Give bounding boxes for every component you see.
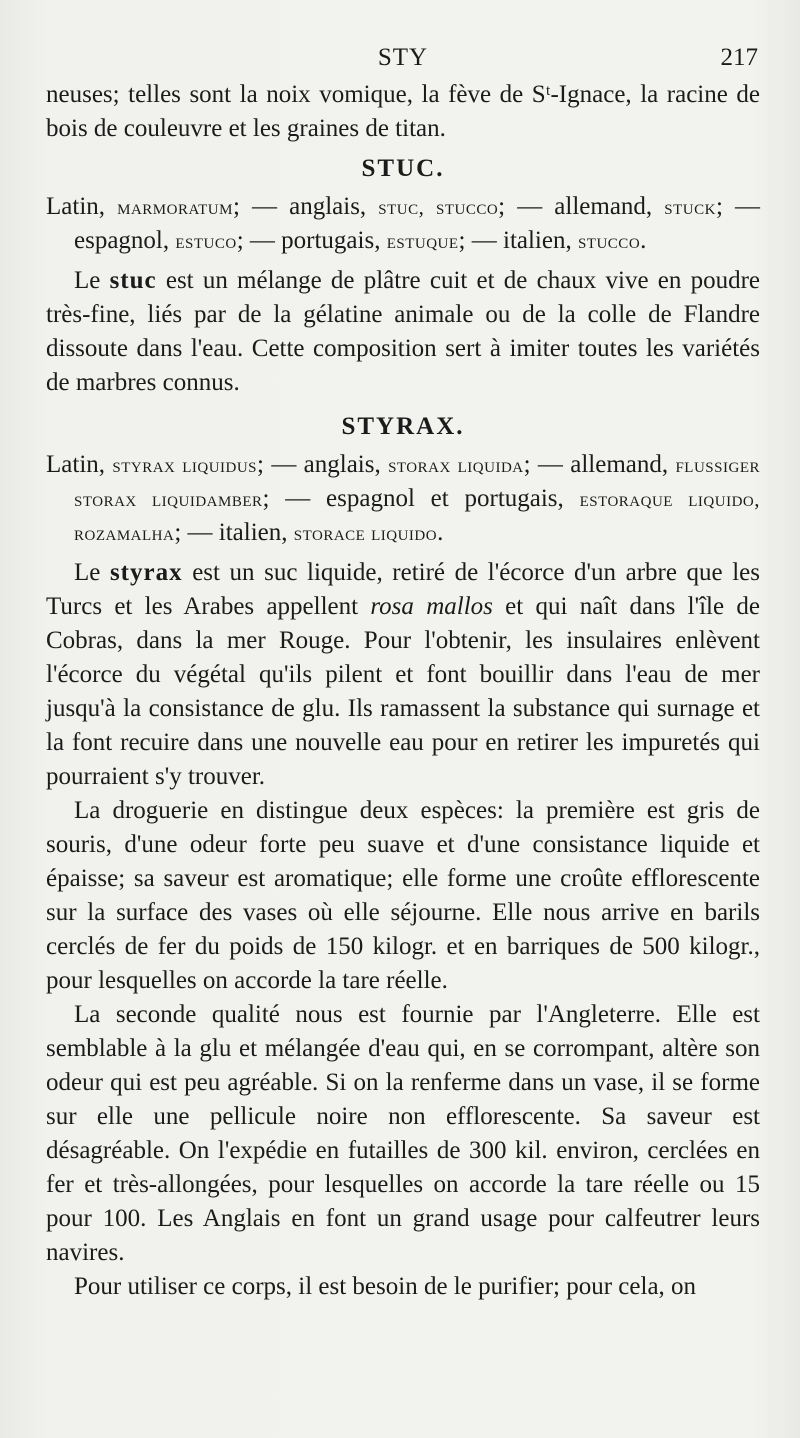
name-spanish: estuco: [175, 229, 237, 253]
names-sep: ; — italien,: [458, 227, 572, 254]
intro-paragraph: neuses; telles sont la noix vomique, la fève de Sᵗ-Ignace, la racine de bois de couleuvre et les graines de titan.: [46, 81, 760, 142]
name-latin: marmoratum: [117, 195, 233, 219]
text-run: est un mélange de plâtre cuit et de chaux vive en poudre très-fine, liés par de la gélatine animale ou de la colle de Flandre dissoute dans l'eau. Cette composition sert à imiter toutes les variétés de marbres connus.: [46, 267, 760, 396]
names-sep: ; — allemand,: [498, 193, 653, 220]
term-styrax: styrax: [109, 559, 183, 586]
name-german: stuck: [664, 195, 716, 219]
styrax-paragraph-1: [46, 556, 760, 794]
name-english: stuc, stucco: [378, 195, 499, 219]
names-sep: ; — allemand,: [523, 451, 669, 478]
entry-heading-stuc: STUC.: [361, 155, 445, 182]
entry-heading-styrax: STYRAX.: [341, 413, 465, 440]
name-portuguese: estuque: [386, 229, 459, 253]
names-sep: ; — portugais,: [236, 227, 381, 254]
names-label: Latin,: [46, 451, 106, 478]
running-title: STY: [377, 44, 429, 71]
stuc-paragraph: [46, 264, 760, 400]
name-italian: storace liquido: [293, 521, 438, 545]
name-german: flussiger storax liquidamber: [74, 453, 760, 511]
text-run: Le: [74, 559, 110, 586]
names-sep: ; — anglais,: [232, 193, 367, 220]
name-italian: stucco: [577, 229, 641, 253]
text-run: Le: [74, 267, 110, 294]
names-sep: ; — espagnol et portugais,: [262, 485, 564, 512]
styrax-names: [46, 448, 760, 550]
stuc-names: [46, 190, 760, 258]
names-sep: .: [640, 227, 647, 254]
text-run: et qui naît dans l'île de Cobras, dans la mer Rouge. Pour l'obtenir, les insulaires enlèvent l'écorce du végétal qu'ils pilent et font bouillir dans l'eau de mer jusqu'à la consistance de glu. Ils ramassent la substance qui surnage et la font recuire dans une nouvelle eau pour en retirer les impuretés qui pourraient s'y trouver.: [46, 593, 760, 790]
styrax-paragraph-2: La droguerie en distingue deux espèces: la première est gris de souris, d'une odeur forte peu suave et d'une consistance liquide et épaisse; sa saveur est aromatique; elle forme une croûte efflorescente sur la surface des vases où elle séjourne. Elle nous arrive en barils cerclés de fer du poids de 150 kilogr. et en barriques de 500 kilogr., pour lesquelles on accorde la tare réelle.: [46, 797, 760, 994]
styrax-paragraph-4: Pour utiliser ce corps, il est besoin de le purifier; pour cela, on: [74, 1273, 697, 1300]
styrax-paragraph-3: La seconde qualité nous est fournie par l'Angleterre. Elle est semblable à la glu et mélangée d'eau qui, en se corrompant, altère son odeur qui est peu agréable. Si on la renferme dans un vase, il se forme sur elle une pellicule noire non efflorescente. Sa saveur est désagréable. On l'expédie en futailles de 300 kil. environ, cerclées en fer et très-allongées, pour lesquelles on accorde la tare réelle ou 15 pour 100. Les Anglais en font un grand usage pour calfeutrer leurs navires.: [46, 1001, 760, 1266]
names-label: Latin,: [46, 193, 106, 220]
name-latin: styrax liquidus: [112, 453, 258, 477]
names-sep: ; — italien,: [174, 519, 288, 546]
text-run: est un suc liquide, retiré de l'écorce d'un arbre que les Turcs et les Arabes appellent: [46, 559, 760, 620]
italic-term: rosa mallos: [370, 593, 493, 620]
running-head: [46, 38, 760, 78]
names-sep: ; — anglais,: [257, 451, 381, 478]
term-stuc: stuc: [109, 267, 157, 294]
name-english: storax liquida: [388, 453, 524, 477]
name-spanish-portuguese: estoraque liquido, rozamalha: [74, 487, 760, 545]
names-sep: .: [437, 519, 444, 546]
page-number: 217: [720, 44, 758, 71]
names-sep: ; — espagnol,: [74, 193, 761, 254]
